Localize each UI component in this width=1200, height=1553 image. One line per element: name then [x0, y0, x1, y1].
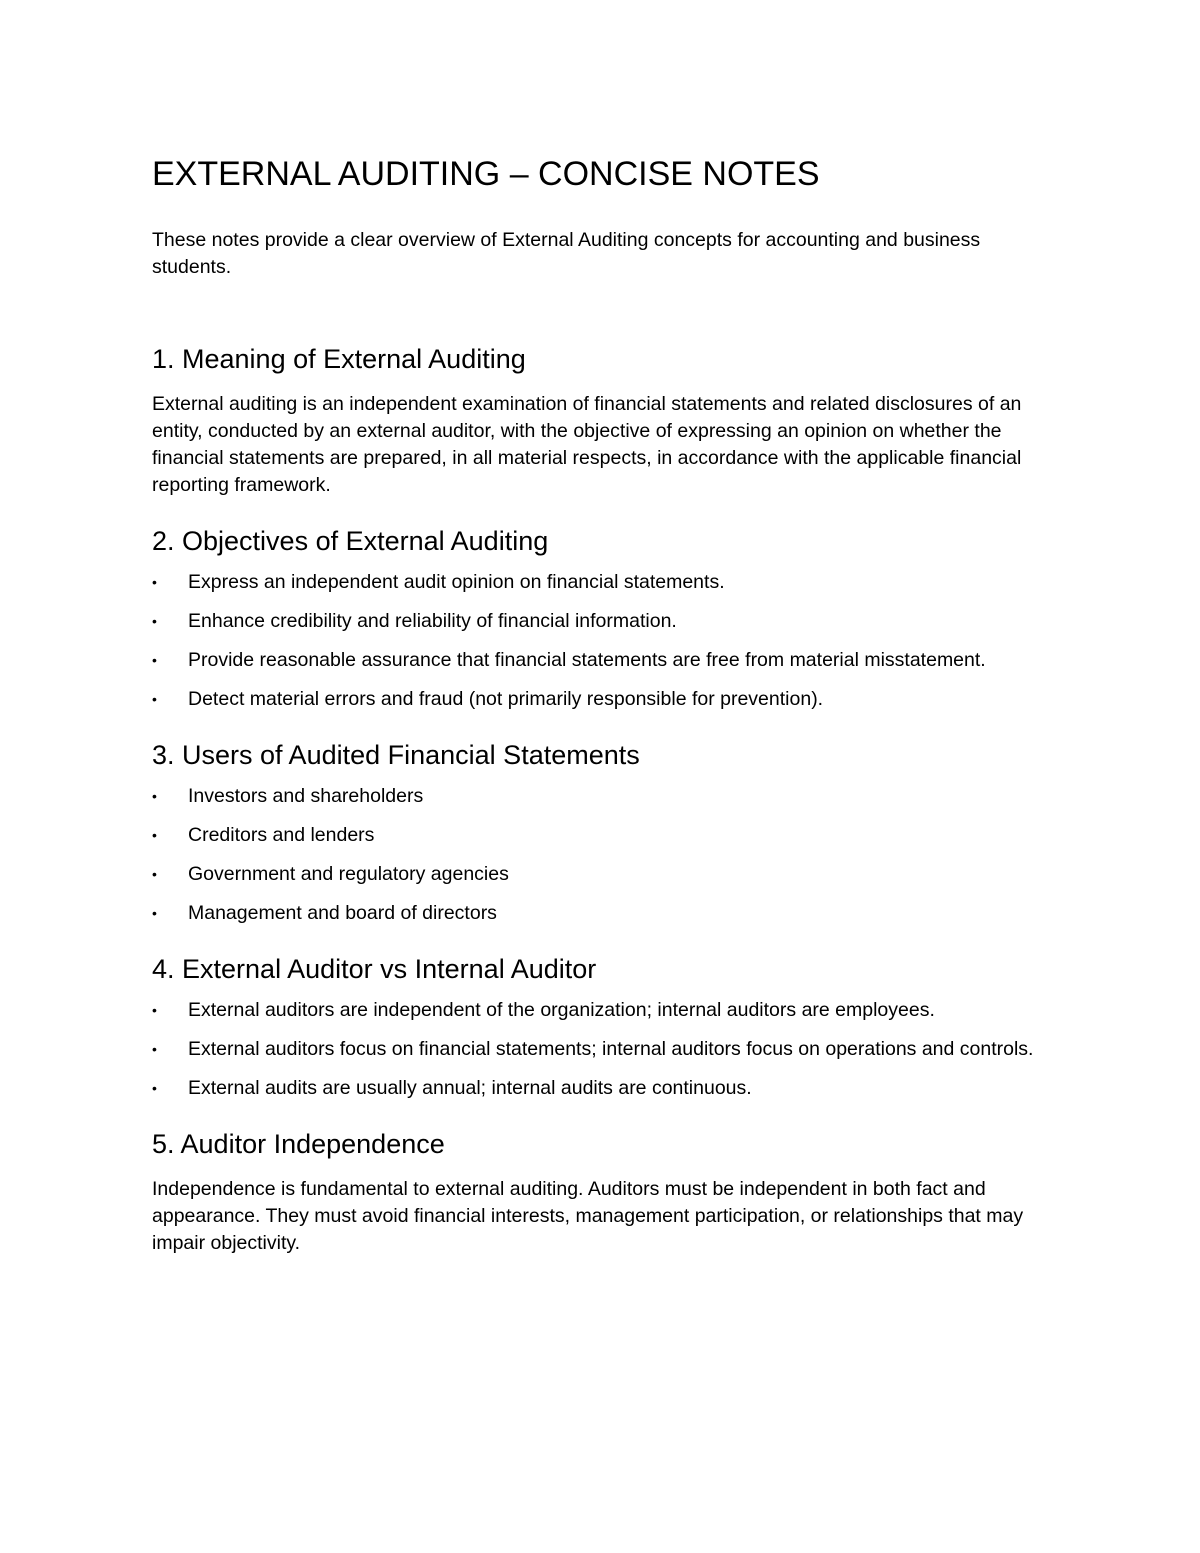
section-heading-independence: 5. Auditor Independence	[152, 1129, 445, 1159]
bullet-icon: •	[152, 652, 157, 668]
intro-paragraph: These notes provide a clear overview of External Auditing concepts for accounting and business students.	[152, 229, 981, 278]
bullet-icon: •	[152, 827, 157, 843]
list-item	[152, 783, 1052, 810]
users-list	[152, 783, 1052, 927]
list-item	[152, 569, 1052, 596]
list-item	[152, 608, 1052, 635]
list-item-text: External audits are usually annual; internal audits are continuous.	[188, 1077, 752, 1099]
bullet-icon: •	[152, 691, 157, 707]
bullet-icon: •	[152, 788, 157, 804]
list-item-text: Creditors and lenders	[188, 824, 375, 846]
section-heading-users: 3. Users of Audited Financial Statements	[152, 740, 640, 770]
list-item	[152, 686, 1052, 713]
list-item-text: Detect material errors and fraud (not primarily responsible for prevention).	[188, 688, 824, 710]
list-item	[152, 997, 1052, 1024]
list-item-text: Government and regulatory agencies	[188, 863, 509, 885]
bullet-icon: •	[152, 574, 157, 590]
bullet-icon: •	[152, 1002, 157, 1018]
list-item	[152, 647, 1052, 674]
bullet-icon: •	[152, 905, 157, 921]
bullet-icon: •	[152, 1041, 157, 1057]
list-item-text: External auditors focus on financial statements; internal auditors focus on operations and controls.	[188, 1038, 1034, 1060]
list-item	[152, 861, 1052, 888]
section-heading-objectives: 2. Objectives of External Auditing	[152, 526, 549, 556]
section-heading-meaning: 1. Meaning of External Auditing	[152, 344, 526, 374]
bullet-icon: •	[152, 613, 157, 629]
section-heading-external-vs-internal: 4. External Auditor vs Internal Auditor	[152, 954, 597, 984]
list-item	[152, 1036, 1052, 1063]
section-paragraph-independence: Independence is fundamental to external auditing. Auditors must be independent in both fact and appearance. They must avoid financial interests, management participation, or relationships that may impair objectivity.	[152, 1178, 1024, 1254]
list-item	[152, 1075, 1052, 1102]
list-item	[152, 822, 1052, 849]
list-item	[152, 900, 1052, 927]
list-item-text: Management and board of directors	[188, 902, 497, 924]
objectives-list	[152, 569, 1052, 713]
list-item-text: Express an independent audit opinion on financial statements.	[188, 571, 725, 593]
list-item-text: Investors and shareholders	[188, 785, 424, 807]
section-paragraph-meaning: External auditing is an independent examination of financial statements and related disclosures of an entity, conducted by an external auditor, with the objective of expressing an opinion on whether the financial statements are prepared, in all material respects, in accordance with the applicable financial reporting framework.	[152, 393, 1022, 496]
bullet-icon: •	[152, 1080, 157, 1096]
list-item-text: Enhance credibility and reliability of financial information.	[188, 610, 677, 632]
list-item-text: External auditors are independent of the organization; internal auditors are employees.	[188, 999, 935, 1021]
list-item-text: Provide reasonable assurance that financial statements are free from material misstatement.	[188, 649, 986, 671]
document-title: EXTERNAL AUDITING – CONCISE NOTES	[152, 155, 820, 193]
comparison-list	[152, 997, 1052, 1102]
bullet-icon: •	[152, 866, 157, 882]
document-body	[152, 150, 1052, 1257]
